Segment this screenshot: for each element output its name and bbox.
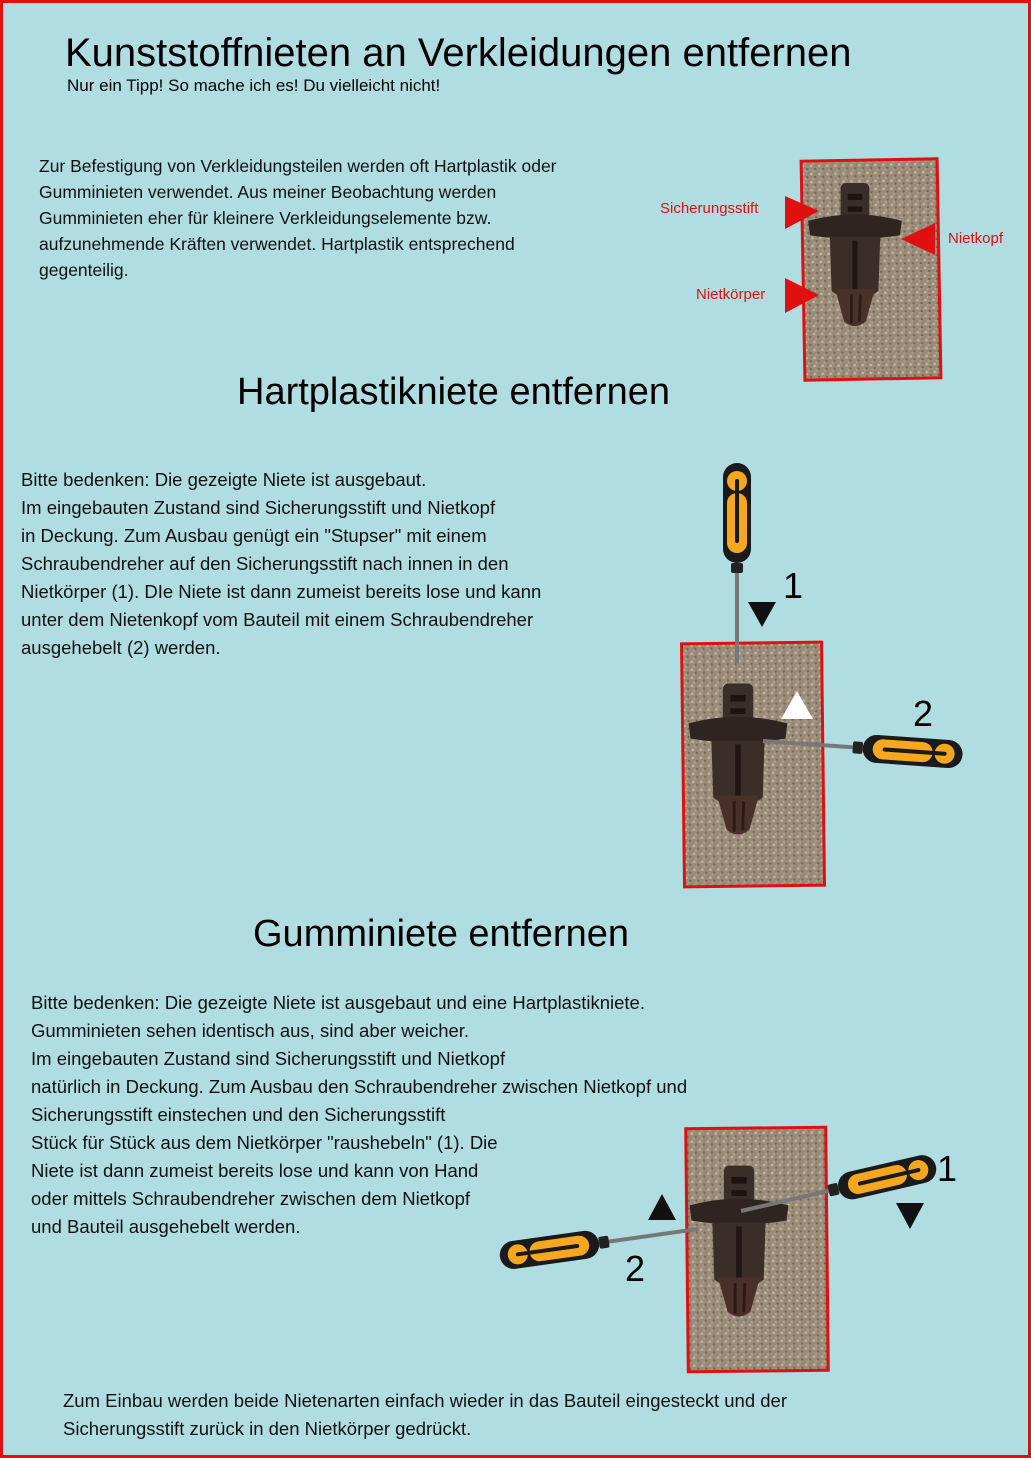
- label-nietkopf: Nietkopf: [948, 230, 1004, 247]
- footer-text: Zum Einbau werden beide Nietenarten einfach wieder in das Bauteil eingesteckt und der Sicherungsstift zurück in den Nietkörper gedrückt.: [63, 1390, 788, 1439]
- intro-text: Zur Befestigung von Verkleidungsteilen werden oft Hartplastik oder Gumminieten verwendet. Aus meiner Beobachtung werden Gumminieten eher für kleinere Verkleidungselemente bzw. aufzunehmende Kräften verwendet. Hartplastik entsprechend gegenteilig.: [39, 156, 557, 280]
- rubber-heading: Gumminiete entfernen: [253, 913, 629, 955]
- page-subtitle: Nur ein Tipp! So mache ich es! Du vielleicht nicht!: [67, 76, 441, 95]
- intro-rivet-photo: [801, 159, 941, 380]
- label-nietkoerper: Nietkörper: [696, 286, 766, 303]
- page-title: Kunststoffnieten an Verkleidungen entfernen: [65, 31, 852, 75]
- hard-heading: Hartplastikniete entfernen: [237, 371, 671, 413]
- hard-arrow-down-icon: [748, 602, 776, 627]
- hard-screwdriver-1-icon: [723, 463, 751, 663]
- hard-rivet-photo: [682, 642, 825, 887]
- label-sicherungsstift: Sicherungsstift: [660, 200, 759, 217]
- hard-step-2: 2: [913, 693, 934, 734]
- rubber-step-2: 2: [625, 1248, 646, 1289]
- hard-text: Bitte bedenken: Die gezeigte Niete ist ausgebaut. Im eingebauten Zustand sind Sicherungsstift und Nietkopf in Deckung. Zum Ausbau genügt ein "Stupser" mit einem Schraubendreher auf den Sicherungsstift nach innen in den Nietkörper (1). DIe Niete ist dann zumeist bereits lose und kann unter dem Nietenkopf vom Bauteil mit einem Schraubendreher ausgehebelt (2) werden.: [21, 469, 542, 658]
- hard-step-1: 1: [783, 565, 804, 606]
- rubber-step-1: 1: [937, 1148, 958, 1189]
- rubber-text: Bitte bedenken: Die gezeigte Niete ist ausgebaut und eine Hartplastikniete. Gumminieten sehen identisch aus, sind aber weicher. Im eingebauten Zustand sind Sicherungsstift und Nietkopf natürlich in Deckung. Zum Ausbau den Schraubendreher zwischen Nietkopf und Sicherungsstift einstechen und den Sicherungsstift Stück für Stück aus dem Nietkörper "raushebeln" (1). Die Niete ist dann zumeist bereits lose und kann von Hand oder mittels Schraubendreher zwischen dem Nietkopf und Bauteil ausgehebelt werden.: [31, 992, 688, 1237]
- rubber-arrow-down-icon: [896, 1203, 924, 1229]
